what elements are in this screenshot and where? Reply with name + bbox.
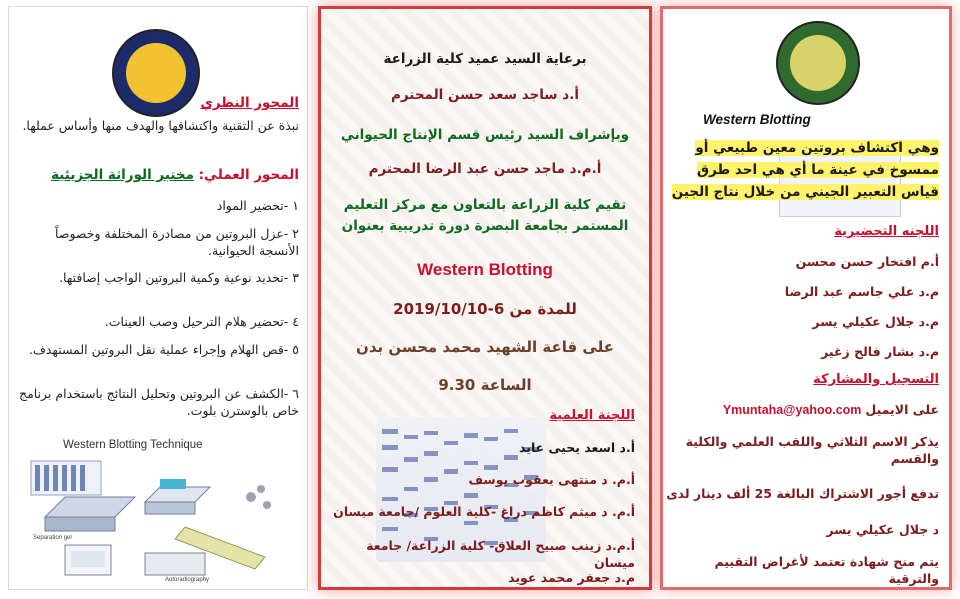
right-panel — [660, 6, 952, 590]
prep-member: أ.م افتخار حسن محسن — [795, 254, 939, 269]
theory-heading: المحور النظري — [200, 95, 299, 111]
registration-step: يتم منح شهادة تعتمد لأغراض التقييم والترقية — [714, 554, 939, 586]
step-5: ٥ -قص الهلام وإجراء عملية نقل البروتين المستهدف. — [28, 342, 299, 357]
step-6: ٦ -الكشف عن البروتين وتحليل النتائج باستخدام برنامج خاص بالوسترن بلوت. — [19, 386, 299, 418]
course-venue: على قاعة الشهيد محمد محسن بدن — [356, 338, 614, 356]
theory-body: نبذة عن التقنية واكتشافها والهدف منها وأساس عملها. — [22, 118, 299, 133]
svg-text:Separation gel: Separation gel — [33, 535, 72, 541]
prep-member: م.د بشار فالح زغير — [821, 344, 939, 359]
registration-step: د جلال عكيلي يسر — [826, 522, 939, 537]
supervision-line: وبإشراف السيد رئيس قسم الإنتاج الحيواني — [340, 127, 630, 143]
svg-text:Autoradiography: Autoradiography — [165, 577, 210, 583]
western-blot-diagram — [25, 437, 295, 587]
step-1: ١ -تحضير المواد — [216, 198, 299, 213]
committee-member: أ.د اسعد يحيى عايد — [519, 440, 635, 455]
left-panel — [8, 6, 308, 590]
agriculture-college-logo-icon — [776, 21, 860, 105]
intro-highlight: وهي اكتشاف بروتين معين طبيعي أو ممسوخ في عينة ما أي هي احد طرق قياس التعبير الجيني من خلال نتاج الجين — [671, 140, 939, 200]
committee-member: أ.م. د ميثم كاظم دراغ -كلية العلوم /جامعة ميسان — [333, 504, 635, 519]
step-4: ٤ -تحضير هلام الترحيل وصب العينات. — [104, 314, 299, 329]
diagram-title: Western Blotting Technique — [63, 439, 203, 451]
course-announcement: تقيم كلية الزراعة بالتعاون مع مركز التعليم المستمر بجامعة البصرة دورة تدريبية بعنوان — [341, 197, 629, 234]
diagram-svg — [25, 457, 295, 587]
step-3: ٣ -تحديد نوعية وكمية البروتين الواجب إضافتها. — [59, 270, 299, 285]
email-line — [663, 401, 939, 419]
committee-member: م.د جعفر محمد عويد — [508, 570, 635, 585]
university-logo-icon — [112, 29, 200, 117]
course-time: الساعة 9.30 — [438, 376, 532, 394]
email-label: على الايميل — [865, 402, 939, 417]
prep-committee-heading: اللجنه التحضيرية — [834, 224, 939, 239]
email-link[interactable]: Ymuntaha@yahoo.com — [722, 403, 862, 417]
step-2: ٢ -عزل البروتين من مصادرة المختلفة وخصوصاً الأنسجة الحيوانية. — [55, 226, 299, 258]
intro-text — [669, 137, 939, 203]
registration-step: يذكر الاسم الثلاثي واللقب العلمي والكلية والقسم — [685, 434, 939, 466]
practical-prefix: المحور العملي: — [198, 167, 299, 183]
registration-step: تدفع أجور الاشتراك البالغة 25 ألف دينار لدى — [666, 486, 939, 501]
course-title: Western Blotting — [417, 260, 553, 279]
right-title: Western Blotting — [703, 112, 811, 127]
committee-member: أ.م.د زينب صبيح العلاق- كلية الزراعة/ جامعة ميسان — [366, 538, 635, 570]
prep-member: م.د جلال عكيلي يسر — [812, 314, 939, 329]
course-dates: للمدة من 6-2019/10/10 — [393, 300, 577, 318]
prep-member: م.د علي جاسم عبد الرضا — [784, 284, 939, 299]
head-name: أ.م.د ماجد حسن عبد الرضا المحترم — [368, 161, 602, 177]
dean-name: أ.د ساجد سعد حسن المحترم — [391, 87, 579, 103]
middle-panel — [318, 6, 652, 590]
patronage-line: برعاية السيد عميد كلية الزراعة — [383, 51, 587, 67]
practical-heading — [17, 167, 299, 184]
committee-member: أ.م. د منتهى يعقوب يوسف — [468, 472, 635, 487]
practical-lab: مختبر الوراثة الجزيئية — [51, 167, 194, 183]
scientific-committee-heading: اللجنة العلمية — [549, 408, 635, 423]
registration-heading: التسجيل والمشاركة — [813, 372, 939, 387]
